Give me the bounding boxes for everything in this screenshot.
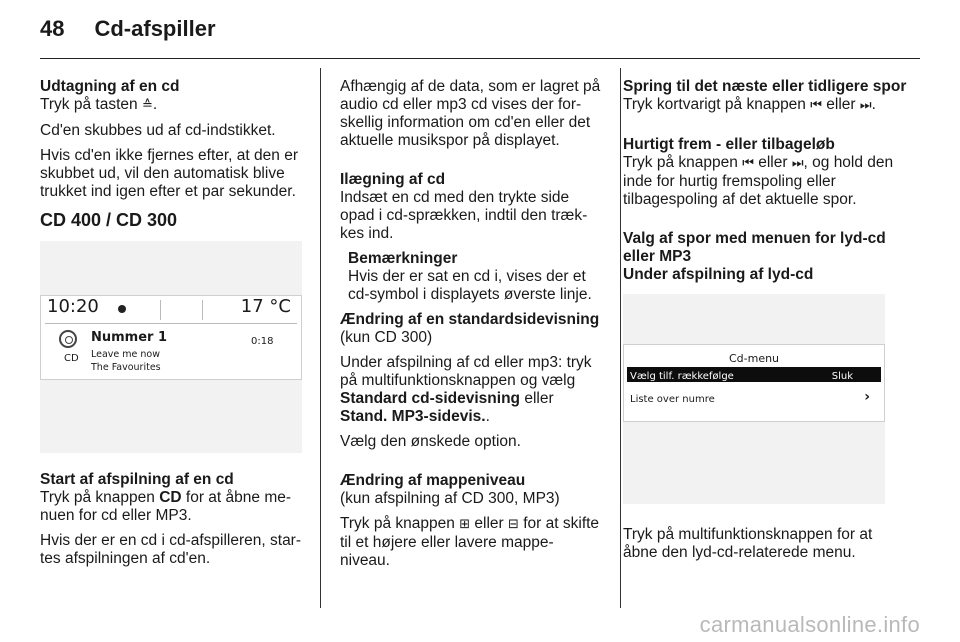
text: . (485, 408, 490, 425)
option-standard-cd: Standard cd-sidevisning (340, 390, 521, 407)
track-artist: The Favourites (91, 362, 161, 373)
cd-display-screen (40, 295, 302, 380)
cd-menu-illustration (623, 294, 885, 504)
note-text: Hvis der er sat en cd i, vises der et cd-symbol i displayets øverste linje. (348, 268, 592, 303)
page-title: Cd-afspiller (94, 16, 216, 41)
page-header (40, 16, 216, 42)
paragraph: (kun afspilning af CD 300, MP3) (340, 490, 560, 507)
paragraph: Hvis cd'en ikke fjernes efter, at den er skubbet ud, vil den automatisk blive trukket ind igen efter et par sekunder. (40, 147, 298, 200)
text: Tryk på knappen (40, 489, 155, 506)
note-box (348, 250, 602, 304)
clock: 10:20 (47, 296, 99, 317)
paragraph (340, 354, 602, 426)
temperature: 17 °C (240, 296, 291, 317)
paragraph: (kun CD 300) (340, 329, 433, 346)
note-title: Bemærkninger (348, 250, 458, 267)
section-heading: Ændring af mappeniveau (340, 472, 526, 489)
subheading: CD 400 / CD 300 (40, 210, 178, 230)
paragraph (40, 96, 302, 115)
eject-icon: ≙ (141, 98, 153, 113)
menu-item-track-list: Liste over numre (630, 394, 715, 405)
text: for at åbne me-nuen for cd eller MP3. (40, 489, 292, 524)
section-heading: Ændring af en standardsidevisning (340, 311, 600, 328)
divider (160, 300, 161, 320)
text: eller (524, 390, 554, 407)
text: Tryk på knappen (623, 154, 738, 171)
menu-item-value: Sluk (831, 371, 853, 382)
track-name: Nummer 1 (91, 330, 168, 345)
divider (45, 323, 297, 324)
rewind-icon: ⏮ (742, 156, 754, 171)
section-heading: Valg af spor med menuen for lyd-cd eller MP3 (623, 230, 886, 265)
cd-display-illustration (40, 241, 302, 453)
menu-item-shuffle (627, 367, 881, 382)
button-label-cd: CD (159, 489, 182, 506)
text: eller (758, 154, 788, 171)
column-2 (340, 78, 602, 577)
text: Tryk på knappen (340, 515, 455, 532)
text: . (871, 96, 876, 113)
page-number: 48 (40, 16, 65, 41)
disc-icon (59, 330, 77, 348)
section-heading: Ilægning af cd (340, 171, 446, 188)
menu-title: Cd-menu (728, 352, 780, 365)
previous-track-icon: ⏮ (810, 98, 822, 113)
paragraph (40, 489, 302, 525)
fast-forward-icon: ⏭ (791, 156, 804, 171)
paragraph (340, 515, 602, 570)
option-standard-mp3: Stand. MP3-sidevis. (340, 408, 486, 425)
track-title: Leave me now (91, 349, 161, 360)
section-heading: Start af afspilning af en cd (40, 471, 234, 488)
elapsed-time: 0:18 (251, 336, 274, 347)
header-rule (40, 58, 920, 59)
cd-label: CD (64, 353, 79, 364)
divider (202, 300, 203, 320)
column-divider (620, 68, 621, 608)
next-track-icon: ⏭ (859, 98, 872, 113)
paragraph: Hvis der er en cd i cd-afspilleren, star-tes afspilningen af cd'en. (40, 532, 302, 567)
section-heading: Hurtigt frem - eller tilbageløb (623, 136, 835, 153)
paragraph: Cd'en skubbes ud af cd-indstikket. (40, 122, 276, 139)
column-divider (320, 68, 321, 608)
cd-indicator-icon (118, 305, 126, 313)
paragraph: Afhængig af de data, som er lagret på audio cd eller mp3 cd vises der for-skellig information om cd'en eller det aktuelle musikspor på displayet. (340, 78, 601, 149)
text: Under afspilning af cd eller mp3: tryk på multifunktionsknappen og vælg (340, 354, 592, 389)
column-3 (623, 78, 908, 569)
watermark: carmanualsonline.info (699, 612, 920, 637)
paragraph: Indsæt en cd med den trykte side opad i cd-sprækken, indtil den træk-kes ind. (340, 189, 588, 242)
text: Tryk kortvarigt på knappen (623, 96, 806, 113)
text: eller (826, 96, 856, 113)
menu-item-label: Vælg tilf. rækkefølge (630, 371, 734, 382)
section-heading: Udtagning af en cd (40, 78, 180, 95)
text: , og hold den inde for hurtig fremspoling eller tilbagespoling af det aktuelle spor. (623, 154, 894, 208)
paragraph (623, 154, 908, 209)
text: for at skifte til et højere eller lavere mappe-niveau. (340, 515, 600, 569)
folder-up-icon: ⊞ (459, 517, 471, 532)
cd-menu-screen (623, 344, 885, 422)
paragraph (623, 96, 908, 115)
section-heading: Under afspilning af lyd-cd (623, 266, 814, 283)
paragraph: Tryk på multifunktionsknappen for at åbne den lyd-cd-relaterede menu. (623, 526, 873, 561)
column-1 (40, 78, 302, 575)
folder-down-icon: ⊟ (508, 517, 519, 532)
paragraph: Vælg den ønskede option. (340, 433, 521, 450)
section-heading: Spring til det næste eller tidligere spor (623, 78, 907, 95)
chevron-right-icon: › (864, 389, 870, 405)
text: Tryk på tasten (40, 96, 138, 113)
text: eller (474, 515, 504, 532)
text: . (152, 96, 158, 113)
